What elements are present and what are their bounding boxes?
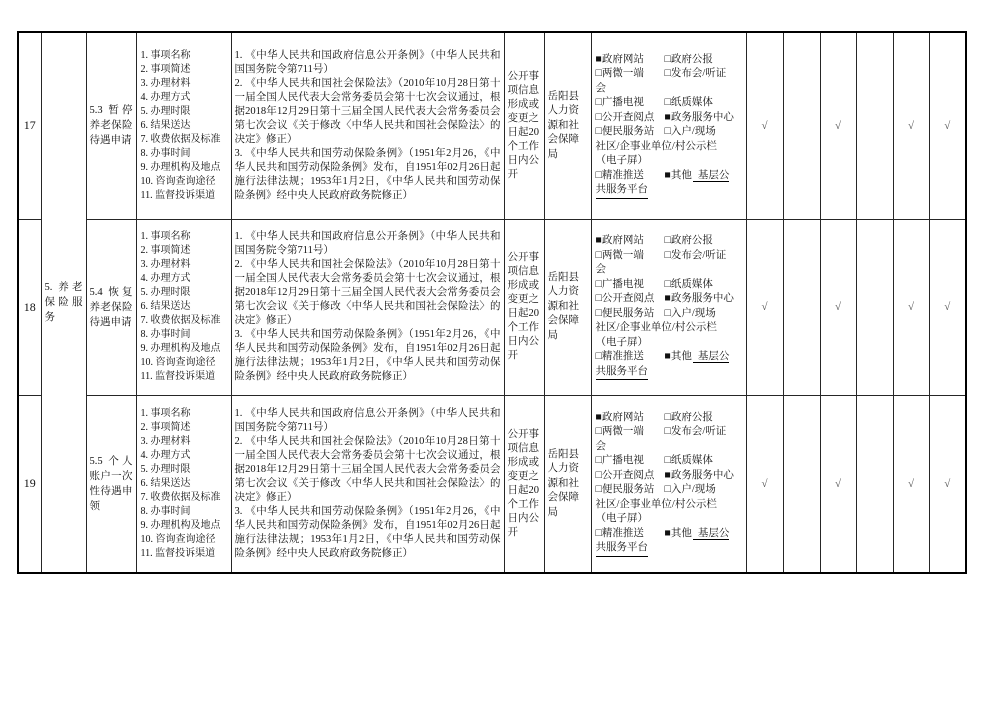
- channel-label: 政府网站: [601, 235, 644, 246]
- channel-label: 政府网站: [601, 411, 644, 423]
- check-cell: [856, 219, 893, 395]
- channel-label: 政府公报: [670, 411, 713, 423]
- channel-segment: [596, 350, 665, 365]
- check-cell: [893, 395, 929, 573]
- content-item: 5. 办理时限: [140, 105, 191, 117]
- checkbox-empty-icon: □: [664, 53, 671, 65]
- content-item: 11. 监督投诉渠道: [140, 547, 216, 559]
- channel-label: 广播电视: [601, 97, 644, 109]
- channel-segment: [596, 425, 665, 440]
- channel-line: [596, 249, 744, 264]
- channel-line: [596, 498, 744, 513]
- channel-segment: [596, 249, 665, 264]
- row-number-cell: 17: [18, 32, 41, 219]
- channel-segment: [665, 53, 713, 68]
- channel-segment: [665, 425, 727, 440]
- channel-segment: [665, 292, 734, 307]
- checkbox-empty-icon: □: [595, 293, 602, 304]
- channel-segment: [596, 512, 649, 527]
- channel-label: 政府公报: [670, 53, 713, 65]
- channels-cell: [591, 219, 746, 395]
- checkbox-empty-icon: □: [595, 278, 602, 290]
- content-items-cell: [136, 219, 231, 395]
- content-item: 8. 办事时间: [140, 505, 191, 517]
- channel-line: [596, 292, 744, 307]
- row-number-cell: 18: [18, 219, 41, 395]
- checkbox-empty-icon: □: [595, 97, 602, 109]
- channel-label: 政府网站: [601, 53, 644, 65]
- table-row: [18, 32, 966, 219]
- channel-label: 公开查阅点: [601, 111, 655, 123]
- legal-basis-paragraph: 1. 《中华人民共和国政府信息公开条例》（中华人民共和国国务院令第711号）: [234, 49, 501, 75]
- channel-label: 两微一端: [601, 249, 644, 261]
- checkbox-empty-icon: □: [595, 68, 602, 80]
- channel-segment: [596, 411, 665, 426]
- channel-line: [596, 365, 744, 381]
- channel-segment: [596, 527, 665, 542]
- channel-line: [596, 469, 744, 484]
- legal-basis-paragraph: 2. 《中华人民共和国社会保险法》（2010年10月28日第十一届全国人民代表大会常务委员会第十七次会议通过，根据2018年12月29日第十三届全国人民代表大会常务委员会第七次会议《关于修改〈中华人民共和国社会保险法〉的决定》修正）: [234, 259, 501, 326]
- channel-label: 两微一端: [601, 426, 644, 438]
- channel-segment: [665, 483, 716, 498]
- channels-cell: [591, 32, 746, 219]
- legal-basis-paragraph: 1. 《中华人民共和国政府信息公开条例》（中华人民共和国国务院令第711号）: [234, 407, 501, 433]
- channel-label: 社区/企事业单位/村公示栏: [595, 140, 717, 152]
- checkbox-empty-icon: □: [595, 426, 602, 438]
- channel-line: [596, 512, 744, 527]
- channel-segment: [596, 321, 717, 336]
- content-item: 4. 办理方式: [140, 91, 191, 103]
- content-item: 4. 办理方式: [140, 449, 191, 461]
- legal-basis-paragraph: 3. 《中华人民共和国劳动保险条例》（1951年2月26，《中华人民共和国劳动保险条例》发布，自1951年02月26日起施行法律法规；1953年1月2日，《中华人民共和国劳动保险条例》经中央人民政府政务院修正）: [234, 147, 501, 201]
- channel-segment: [596, 365, 649, 381]
- channel-line: [596, 307, 744, 322]
- content-item: 9. 办理机构及地点: [140, 161, 221, 173]
- channel-label: （电子屏）: [595, 513, 648, 525]
- checkbox-filled-icon: ■: [595, 53, 602, 65]
- checkbox-empty-icon: □: [664, 278, 671, 290]
- channel-label: 纸质媒体: [670, 97, 713, 109]
- channel-other-fill: 基层公: [693, 351, 730, 363]
- agency-name: 岳阳县人力资源和社会保障局: [547, 90, 579, 160]
- channel-line: [596, 483, 744, 498]
- channel-segment: [665, 234, 713, 249]
- channel-label: 共服务平台: [595, 542, 648, 554]
- agency-name: 岳阳县人力资源和社会保障局: [547, 271, 579, 341]
- channel-line: [596, 234, 744, 249]
- publish-timing-cell: [504, 32, 544, 219]
- channel-line: [596, 183, 744, 199]
- channel-label: 精准推送: [601, 351, 644, 362]
- channel-label: 其他: [670, 169, 692, 181]
- channel-label: 发布会/听证: [670, 68, 727, 80]
- channel-line: [596, 169, 744, 184]
- channel-segment: [596, 82, 607, 97]
- publish-timing-text: 公开事项信息形成或变更之日起20个工作日内公开: [507, 252, 539, 361]
- publish-timing-cell: [504, 395, 544, 573]
- check-cell: [820, 32, 856, 219]
- channel-line: [596, 527, 744, 542]
- channel-segment: [596, 454, 665, 469]
- channels-cell: [591, 395, 746, 573]
- checkbox-filled-icon: ■: [595, 411, 602, 423]
- channel-label: 其他: [670, 527, 692, 539]
- checkbox-empty-icon: □: [595, 169, 602, 181]
- checkbox-empty-icon: □: [664, 455, 671, 467]
- check-cell: [746, 395, 783, 573]
- channel-label: 纸质媒体: [670, 455, 713, 467]
- channel-segment: [596, 263, 607, 278]
- content-item: 8. 办事时间: [140, 329, 191, 340]
- table-row: [18, 395, 966, 573]
- channel-segment: [596, 111, 665, 126]
- item-name-label: 5.4 恢复养老保险待遇申请: [89, 286, 133, 328]
- check-cell: [746, 32, 783, 219]
- legal-basis-cell: [231, 395, 504, 573]
- legal-basis-paragraph: 2. 《中华人民共和国社会保险法》（2010年10月28日第十一届全国人民代表大会常务委员会第十七次会议通过，根据2018年12月29日第十三届全国人民代表大会常务委员会第七次会议《关于修改〈中华人民共和国社会保险法〉的决定》修正）: [234, 435, 501, 503]
- legal-basis-paragraph: 2. 《中华人民共和国社会保险法》（2010年10月28日第十一届全国人民代表大会常务委员会第十七次会议通过，根据2018年12月29日第十三届全国人民代表大会常务委员会第七次会议《关于修改〈中华人民共和国社会保险法〉的决定》修正）: [234, 77, 501, 145]
- publish-timing-text: 公开事项信息形成或变更之日起20个工作日内公开: [507, 70, 539, 180]
- channel-label: 社区/企事业单位/村公示栏: [595, 322, 717, 333]
- content-item: 7. 收费依据及标准: [140, 315, 221, 326]
- checkbox-filled-icon: ■: [664, 351, 671, 362]
- channel-line: [596, 125, 744, 140]
- checkbox-filled-icon: ■: [664, 111, 671, 123]
- publish-timing-text: 公开事项信息形成或变更之日起20个工作日内公开: [507, 428, 539, 538]
- item-name-label: 5.3 暂停养老保险待遇申请: [89, 105, 133, 147]
- channel-label: 政务服务中心: [670, 469, 734, 481]
- content-item: 10. 咨询查询途径: [140, 533, 216, 545]
- content-item: 6. 结果送达: [140, 301, 191, 312]
- check-cell: [893, 219, 929, 395]
- legal-basis-paragraph: 1. 《中华人民共和国政府信息公开条例》（中华人民共和国国务院令第711号）: [234, 231, 501, 256]
- channel-line: [596, 425, 744, 440]
- check-cell: [856, 395, 893, 573]
- channel-segment: [665, 67, 727, 82]
- check-cell: [929, 395, 966, 573]
- checkbox-empty-icon: □: [595, 307, 602, 319]
- content-item: 3. 办理材料: [140, 77, 191, 89]
- content-item: 4. 办理方式: [140, 273, 191, 284]
- agency-cell: [544, 395, 591, 573]
- checkmark-icon: √: [761, 301, 768, 313]
- channel-label: 两微一端: [601, 68, 644, 80]
- channel-label: 发布会/听证: [670, 426, 727, 438]
- channel-line: [596, 67, 744, 82]
- channel-line: [596, 411, 744, 426]
- channel-label: 便民服务站: [601, 126, 655, 138]
- channel-segment: [596, 292, 665, 307]
- content-item: 8. 办事时间: [140, 147, 191, 159]
- channel-segment: [596, 169, 665, 184]
- checkbox-empty-icon: □: [664, 426, 671, 438]
- checkbox-empty-icon: □: [664, 411, 671, 423]
- content-item: 5. 办理时限: [140, 287, 191, 298]
- content-items-cell: [136, 395, 231, 573]
- channel-label: （电子屏）: [595, 336, 648, 348]
- channel-segment: [596, 498, 717, 513]
- channel-line: [596, 263, 744, 278]
- content-item: 6. 结果送达: [140, 477, 191, 489]
- channel-segment: [596, 67, 665, 82]
- check-cell: [783, 32, 820, 219]
- check-cell: [820, 219, 856, 395]
- channel-label: 公开查阅点: [601, 469, 655, 481]
- channel-line: [596, 154, 744, 169]
- channel-label: 精准推送: [601, 527, 644, 539]
- checkbox-empty-icon: □: [595, 484, 602, 496]
- checkmark-icon: √: [761, 477, 768, 490]
- check-cell: [746, 219, 783, 395]
- content-item: 5. 办理时限: [140, 463, 191, 475]
- content-item: 9. 办理机构及地点: [140, 519, 221, 531]
- check-cell: [856, 32, 893, 219]
- content-item: 3. 办理材料: [140, 435, 191, 447]
- channel-segment: [596, 125, 665, 140]
- checkbox-empty-icon: □: [664, 68, 671, 80]
- channel-line: [596, 140, 744, 155]
- channel-label: 会: [595, 440, 606, 452]
- channel-line: [596, 82, 744, 97]
- channel-segment: [596, 96, 665, 111]
- content-item: 7. 收费依据及标准: [140, 491, 221, 503]
- checkbox-empty-icon: □: [664, 307, 671, 319]
- checkmark-icon: √: [907, 477, 915, 490]
- legal-basis-cell: [231, 219, 504, 395]
- channel-segment: [596, 183, 649, 199]
- channel-segment: [665, 469, 734, 484]
- channel-segment: [665, 307, 716, 322]
- checkbox-empty-icon: □: [664, 97, 671, 109]
- disclosure-items-table: [17, 31, 967, 574]
- channel-segment: [596, 541, 649, 557]
- checkmark-icon: √: [944, 301, 951, 313]
- agency-name: 岳阳县人力资源和社会保障局: [547, 448, 579, 518]
- channel-segment: [665, 454, 713, 469]
- channel-segment: [665, 278, 713, 293]
- checkmark-icon: √: [907, 301, 915, 313]
- channel-segment: [596, 469, 665, 484]
- checkbox-empty-icon: □: [595, 249, 602, 261]
- channel-label: 入户/现场: [670, 307, 716, 319]
- channel-line: [596, 111, 744, 126]
- channel-segment: [665, 125, 716, 140]
- channel-label: 政务服务中心: [670, 111, 734, 123]
- checkbox-empty-icon: □: [664, 126, 671, 138]
- checkmark-icon: √: [761, 119, 768, 132]
- channel-line: [596, 53, 744, 68]
- content-item: 10. 咨询查询途径: [140, 175, 216, 187]
- item-name-cell: [86, 32, 136, 219]
- channel-label: 入户/现场: [670, 126, 716, 138]
- channel-line: [596, 336, 744, 351]
- item-name-cell: [86, 395, 136, 573]
- checkmark-icon: √: [834, 119, 842, 132]
- channel-segment: [596, 336, 649, 351]
- channel-segment: [665, 411, 713, 426]
- check-cell: [820, 395, 856, 573]
- content-item: 10. 咨询查询途径: [140, 357, 216, 368]
- checkbox-empty-icon: □: [595, 455, 602, 467]
- channel-label: 共服务平台: [595, 184, 648, 196]
- checkmark-icon: √: [907, 119, 915, 132]
- channel-label: 政务服务中心: [670, 293, 734, 304]
- check-cell: [929, 32, 966, 219]
- content-item: 9. 办理机构及地点: [140, 343, 221, 354]
- checkbox-filled-icon: ■: [664, 469, 671, 481]
- channel-segment: [596, 140, 717, 155]
- channel-label: 入户/现场: [670, 484, 716, 496]
- channel-line: [596, 541, 744, 557]
- channel-line: [596, 440, 744, 455]
- checkbox-filled-icon: ■: [664, 293, 671, 304]
- channel-segment: [596, 53, 665, 68]
- check-cell: [893, 32, 929, 219]
- content-item: 11. 监督投诉渠道: [140, 371, 216, 382]
- channel-label: 精准推送: [601, 169, 644, 181]
- content-item: 11. 监督投诉渠道: [140, 189, 216, 201]
- channel-label: 其他: [670, 351, 692, 362]
- channel-line: [596, 454, 744, 469]
- content-item: 2. 事项简述: [140, 63, 191, 75]
- content-item: 2. 事项简述: [140, 421, 191, 433]
- agency-cell: [544, 32, 591, 219]
- channel-segment: [596, 234, 665, 249]
- channel-label: 便民服务站: [601, 307, 655, 319]
- checkbox-empty-icon: □: [664, 249, 671, 261]
- channel-label: 广播电视: [601, 455, 644, 467]
- channel-segment: [665, 527, 730, 542]
- channel-label: 社区/企事业单位/村公示栏: [595, 498, 717, 510]
- channel-line: [596, 96, 744, 111]
- channel-segment: [665, 169, 730, 184]
- channel-line: [596, 350, 744, 365]
- channel-label: 便民服务站: [601, 484, 655, 496]
- channel-label: 发布会/听证: [670, 249, 727, 261]
- legal-basis-paragraph: 3. 《中华人民共和国劳动保险条例》（1951年2月26，《中华人民共和国劳动保险条例》发布，自1951年02月26日起施行法律法规；1953年1月2日，《中华人民共和国劳动保险条例》经中央人民政府政务院修正）: [234, 505, 501, 559]
- channel-line: [596, 321, 744, 336]
- checkbox-empty-icon: □: [595, 469, 602, 481]
- content-item: 1. 事项名称: [140, 407, 191, 419]
- content-item: 3. 办理材料: [140, 259, 191, 270]
- checkbox-empty-icon: □: [595, 527, 602, 539]
- table-row: [18, 219, 966, 395]
- content-item: 6. 结果送达: [140, 119, 191, 131]
- channel-label: 纸质媒体: [670, 278, 713, 290]
- checkmark-icon: √: [944, 119, 951, 132]
- content-items-cell: [136, 32, 231, 219]
- legal-basis-paragraph: 3. 《中华人民共和国劳动保险条例》（1951年2月26，《中华人民共和国劳动保险条例》发布，自1951年02月26日起施行法律法规；1953年1月2日，《中华人民共和国劳动保险条例》经中央人民政府政务院修正）: [234, 329, 501, 382]
- item-name-label: 5.5 个人账户一次性待遇申领: [89, 455, 133, 512]
- channel-segment: [596, 440, 607, 455]
- channel-segment: [596, 307, 665, 322]
- channel-label: （电子屏）: [595, 155, 648, 167]
- channel-segment: [665, 249, 727, 264]
- channel-label: 会: [595, 82, 606, 94]
- channel-line: [596, 278, 744, 293]
- category-cell: [41, 32, 86, 573]
- channel-segment: [596, 483, 665, 498]
- checkbox-filled-icon: ■: [664, 169, 671, 181]
- channel-segment: [665, 350, 730, 365]
- checkbox-filled-icon: ■: [595, 235, 602, 246]
- checkmark-icon: √: [944, 477, 951, 490]
- agency-cell: [544, 219, 591, 395]
- check-cell: [783, 395, 820, 573]
- channel-segment: [665, 96, 713, 111]
- checkmark-icon: √: [834, 477, 842, 490]
- checkmark-icon: √: [834, 301, 842, 313]
- channel-label: 广播电视: [601, 278, 644, 290]
- category-label: 5. 养老保险服务: [44, 282, 83, 323]
- channel-label: 共服务平台: [595, 365, 648, 377]
- legal-basis-cell: [231, 32, 504, 219]
- checkbox-empty-icon: □: [595, 351, 602, 362]
- content-item: 7. 收费依据及标准: [140, 133, 221, 145]
- channel-label: 公开查阅点: [601, 293, 655, 304]
- channel-segment: [596, 154, 649, 169]
- content-item: 1. 事项名称: [140, 231, 191, 242]
- content-item: 1. 事项名称: [140, 49, 191, 61]
- row-number-cell: 19: [18, 395, 41, 573]
- channel-segment: [665, 111, 734, 126]
- channel-other-fill: 基层公: [693, 528, 730, 540]
- check-cell: [929, 219, 966, 395]
- item-name-cell: [86, 219, 136, 395]
- checkbox-empty-icon: □: [664, 484, 671, 496]
- channel-other-fill: 基层公: [693, 170, 730, 182]
- checkbox-empty-icon: □: [595, 126, 602, 138]
- publish-timing-cell: [504, 219, 544, 395]
- channel-label: 政府公报: [670, 235, 713, 246]
- content-item: 2. 事项简述: [140, 245, 191, 256]
- checkbox-filled-icon: ■: [664, 527, 671, 539]
- channel-segment: [596, 278, 665, 293]
- checkbox-empty-icon: □: [595, 111, 602, 123]
- channel-label: 会: [595, 264, 606, 275]
- check-cell: [783, 219, 820, 395]
- checkbox-empty-icon: □: [664, 235, 671, 246]
